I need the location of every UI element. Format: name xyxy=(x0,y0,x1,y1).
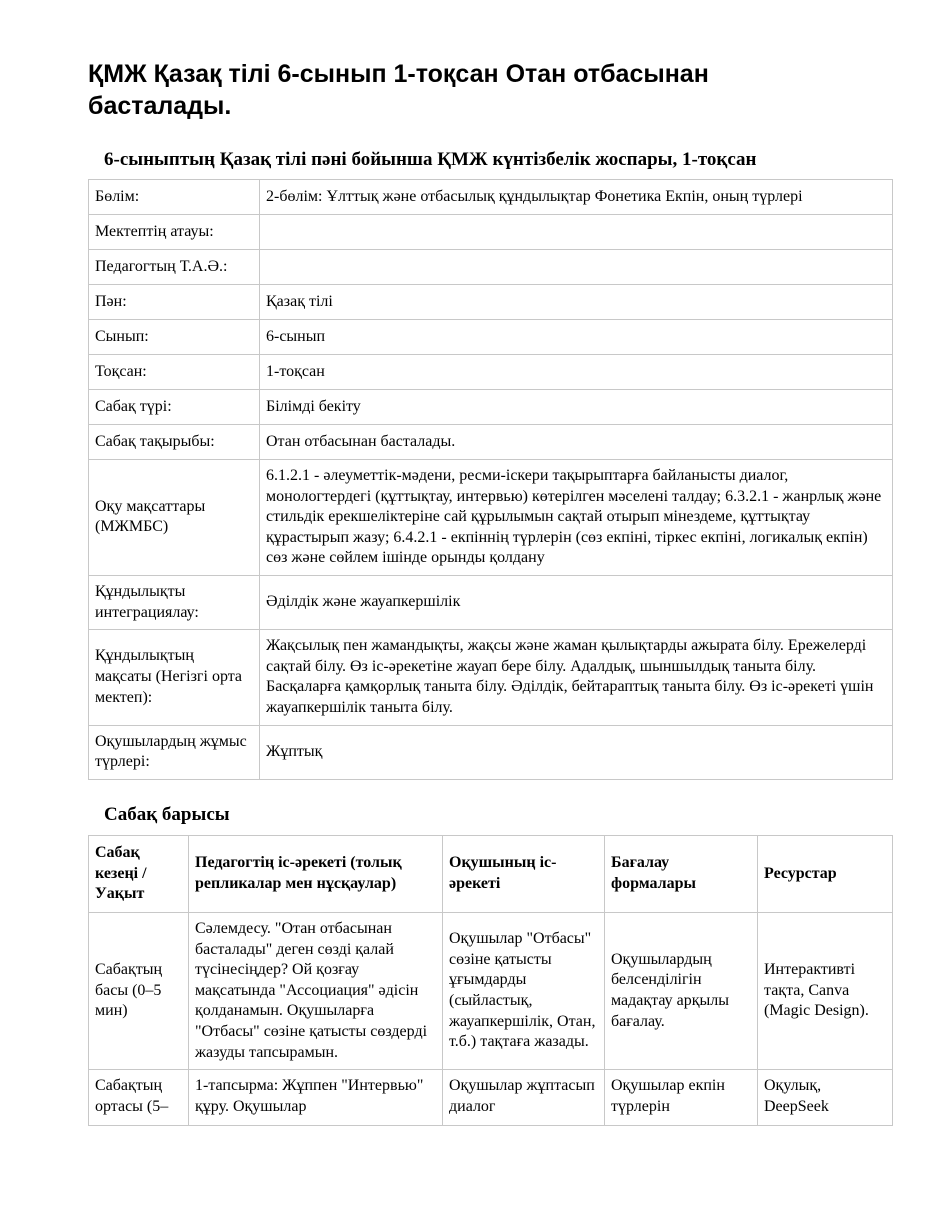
lesson-progress-table xyxy=(88,835,893,1126)
table-row xyxy=(89,215,893,250)
info-label: Педагогтың Т.А.Ә.: xyxy=(89,250,260,285)
student-activity-cell: Оқушылар "Отбасы" сөзіне қатысты ұғымдарды (сыйластық, жауапкершілік, Отан, т.б.) тақтаға жазады. xyxy=(443,913,605,1070)
plan-heading: 6-сыныптың Қазақ тілі пәні бойынша ҚМЖ күнтізбелік жоспары, 1-тоқсан xyxy=(104,149,757,170)
info-value: Қазақ тілі xyxy=(260,285,893,320)
info-label: Құндылықты интеграциялау: xyxy=(89,575,260,629)
stage-cell: Сабақтың ортасы (5– xyxy=(89,1070,189,1126)
info-label: Бөлім: xyxy=(89,180,260,215)
page-title: ҚМЖ Қазақ тілі 6-сынып 1-тоқсан Отан отбасынан басталады. xyxy=(88,60,709,120)
table-row xyxy=(89,355,893,390)
table-row xyxy=(89,250,893,285)
table-row xyxy=(89,285,893,320)
info-value xyxy=(260,215,893,250)
info-value: Жақсылық пен жамандықты, жақсы және жаман қылықтарды ажырата білу. Ережелерді сақтай білу. Өз іс-әрекетіне жауап бере білу. Адалдық, шыншылдық таныта білу. Басқаларға қамқорлық таныта білу. Әділдік, бейтараптық таныта білу. Өз іс-әрекеті үшін жауапкершілік таныта білу. xyxy=(260,630,893,725)
column-header: Ресурстар xyxy=(758,836,893,913)
info-value: 6-сынып xyxy=(260,320,893,355)
info-value: 6.1.2.1 - әлеуметтік-мәдени, ресми-іскери тақырыптарға байланысты диалог, монологтердегі (құттықтау, интервью) көтерілген мәселені талдау; 6.3.2.1 - жанрлық және стильдік ерекшеліктеріне сай құрылымын сақтай отырып мінездеме, құттықтау құрастырып жазу; 6.4.2.1 - екпіннің түрлерін (сөз екпіні, тіркес екпіні, логикалық екпін) сөз және сөйлем ішінде орынды қолдану xyxy=(260,460,893,576)
info-value: Отан отбасынан басталады. xyxy=(260,425,893,460)
info-label: Құндылықтың мақсаты (Негізгі орта мектеп): xyxy=(89,630,260,725)
info-label: Оқу мақсаттары (МЖМБС) xyxy=(89,460,260,576)
table-row xyxy=(89,725,893,779)
table-header-row xyxy=(89,836,893,913)
lesson-progress-heading: Сабақ барысы xyxy=(104,804,230,825)
table-row xyxy=(89,460,893,576)
stage-cell: Сабақтың басы (0–5 мин) xyxy=(89,913,189,1070)
resources-cell: Оқулық, DeepSeek xyxy=(758,1070,893,1126)
table-row xyxy=(89,575,893,629)
student-activity-cell: Оқушылар жұптасып диалог xyxy=(443,1070,605,1126)
table-row xyxy=(89,1070,893,1126)
info-label: Тоқсан: xyxy=(89,355,260,390)
table-row xyxy=(89,913,893,1070)
table-row xyxy=(89,320,893,355)
lesson-info-table xyxy=(88,179,893,780)
info-value: 2-бөлім: Ұлттық және отбасылық құндылықтар Фонетика Екпін, оның түрлері xyxy=(260,180,893,215)
info-value: 1-тоқсан xyxy=(260,355,893,390)
info-label: Сынып: xyxy=(89,320,260,355)
column-header: Оқушының іс-әрекеті xyxy=(443,836,605,913)
assessment-cell: Оқушылардың белсенділігін мадақтау арқылы бағалау. xyxy=(605,913,758,1070)
table-row xyxy=(89,180,893,215)
info-label: Сабақ түрі: xyxy=(89,390,260,425)
info-value: Әділдік және жауапкершілік xyxy=(260,575,893,629)
column-header: Бағалау формалары xyxy=(605,836,758,913)
table-row xyxy=(89,390,893,425)
info-label: Оқушылардың жұмыс түрлері: xyxy=(89,725,260,779)
info-value xyxy=(260,250,893,285)
table-row xyxy=(89,630,893,725)
column-header: Сабақ кезеңі / Уақыт xyxy=(89,836,189,913)
info-value: Білімді бекіту xyxy=(260,390,893,425)
table-row xyxy=(89,425,893,460)
assessment-cell: Оқушылар екпін түрлерін xyxy=(605,1070,758,1126)
info-label: Сабақ тақырыбы: xyxy=(89,425,260,460)
resources-cell: Интерактивті тақта, Canva (Magic Design). xyxy=(758,913,893,1070)
teacher-activity-cell: Сәлемдесу. "Отан отбасынан басталады" деген сөзді қалай түсінесіңдер? Ой қозғау мақсатында "Ассоциация" әдісін қолданамын. Оқушыларға "Отбасы" сөзіне қатысты сөздерді жазуды тапсырамын. xyxy=(189,913,443,1070)
column-header: Педагогтің іс-әрекеті (толық репликалар мен нұсқаулар) xyxy=(189,836,443,913)
info-label: Пән: xyxy=(89,285,260,320)
teacher-activity-cell: 1-тапсырма: Жұппен "Интервью" құру. Оқушылар xyxy=(189,1070,443,1126)
info-value: Жұптық xyxy=(260,725,893,779)
info-label: Мектептің атауы: xyxy=(89,215,260,250)
